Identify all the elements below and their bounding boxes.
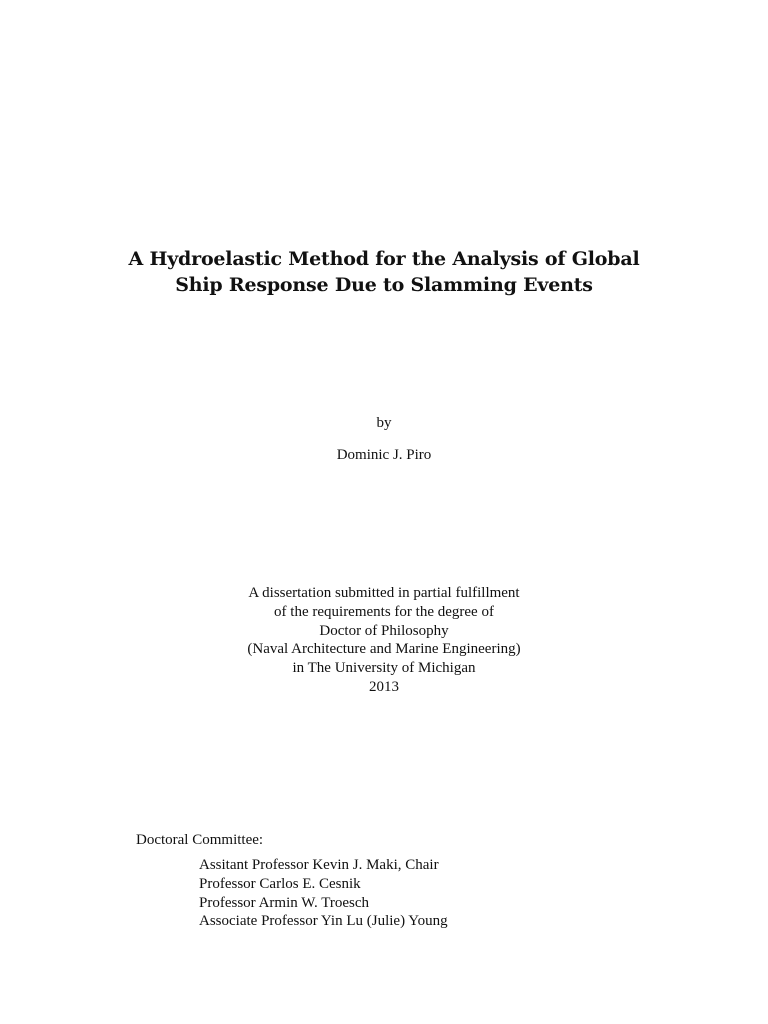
committee-member: Professor Carlos E. Cesnik xyxy=(199,875,361,892)
university-name: in The University of Michigan xyxy=(292,660,476,677)
author-name: Dominic J. Piro xyxy=(336,447,432,463)
degree-name: Doctor of Philosophy xyxy=(319,622,449,639)
title-line-1: A Hydroelastic Method for the Analysis of Global xyxy=(128,248,640,270)
committee-heading: Doctoral Committee: xyxy=(136,832,264,848)
title-line-2: Ship Response Due to Slamming Events xyxy=(175,274,593,296)
committee-member: Associate Professor Yin Lu (Julie) Young xyxy=(199,913,448,930)
by-label: by xyxy=(376,415,392,431)
statement-line: A dissertation submitted in partial fulfillment xyxy=(248,585,520,601)
degree-statement xyxy=(0,584,768,697)
department-name: (Naval Architecture and Marine Engineering) xyxy=(247,641,521,658)
year: 2013 xyxy=(369,678,399,695)
statement-line: of the requirements for the degree of xyxy=(274,603,494,620)
committee-list xyxy=(199,856,448,931)
committee-member: Professor Armin W. Troesch xyxy=(199,894,370,911)
committee-member-chair: Assitant Professor Kevin J. Maki, Chair xyxy=(199,857,439,873)
dissertation-title xyxy=(0,246,768,298)
